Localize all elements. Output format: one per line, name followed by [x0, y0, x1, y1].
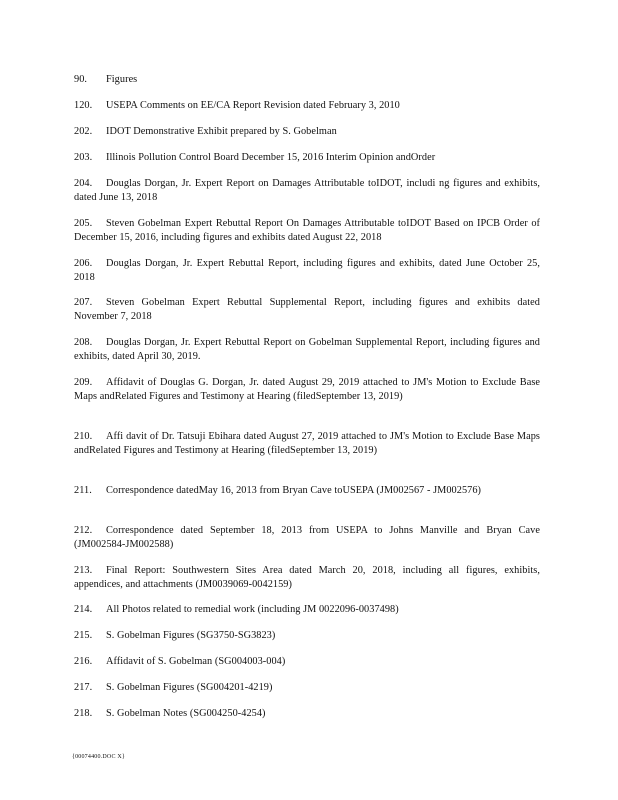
entry-number: 204. — [74, 178, 93, 189]
entry-text: Douglas Dorgan, Jr. Expert Rebuttal Report, including figures and exhibits, dated June October 25, 2018 — [74, 258, 540, 283]
exhibit-entry-205 — [74, 217, 540, 245]
entry-number: 215. — [74, 630, 93, 641]
entry-number: 202. — [74, 126, 93, 137]
entry-text: Douglas Dorgan, Jr. Expert Rebuttal Report on Gobelman Supplemental Report, including figures and exhibits, dated April 30, 2019. — [74, 337, 540, 362]
entry-number: 218. — [74, 708, 93, 719]
entry-number: 209. — [74, 377, 93, 388]
entry-text: IDOT Demonstrative Exhibit prepared by S. Gobelman — [106, 126, 337, 137]
entry-text: S. Gobelman Figures (SG3750-SG3823) — [106, 630, 276, 641]
exhibit-entry-218 — [74, 707, 540, 721]
entry-number: 90. — [74, 74, 88, 85]
exhibit-entry-209 — [74, 376, 540, 404]
entry-text: Affidavit of S. Gobelman (SG004003-004) — [106, 656, 286, 667]
entry-text: S. Gobelman Notes (SG004250-4254) — [106, 708, 266, 719]
exhibit-entry-216 — [74, 655, 540, 669]
exhibit-entry-214 — [74, 603, 540, 617]
entry-text: All Photos related to remedial work (including JM 0022096-0037498) — [106, 604, 399, 615]
entry-text: Correspondence datedMay 16, 2013 from Bryan Cave toUSEPA (JM002567 - JM002576) — [106, 485, 482, 496]
entry-number: 120. — [74, 100, 93, 111]
entry-number: 211. — [74, 485, 92, 496]
exhibit-entry-204 — [74, 177, 540, 205]
entry-text: Correspondence dated September 18, 2013 from USEPA to Johns Manville and Bryan Cave (JM002584-JM002588) — [74, 525, 540, 550]
exhibit-entry-212 — [74, 524, 540, 552]
entry-text: USEPA Comments on EE/CA Report Revision dated February 3, 2010 — [106, 100, 400, 111]
entry-number: 214. — [74, 604, 93, 615]
entry-number: 205. — [74, 218, 93, 229]
entry-number: 206. — [74, 258, 93, 269]
entry-number: 210. — [74, 431, 93, 442]
entry-text: Final Report: Southwestern Sites Area dated March 20, 2018, including all figures, exhibits, appendices, and attachments (JM0039069-0042159) — [74, 565, 540, 590]
entry-text: Affidavit of Douglas G. Dorgan, Jr. dated August 29, 2019 attached to JM's Motion to Exclude Base Maps andRelated Figures and Testimony at Hearing (filedSeptember 13, 2019) — [74, 377, 540, 402]
entry-text: Affi davit of Dr. Tatsuji Ebihara dated August 27, 2019 attached to JM's Motion to Exclude Base Maps andRelated Figures and Testimony at Hearing (filedSeptember 13, 2019) — [74, 431, 540, 456]
exhibit-entry-217 — [74, 681, 540, 695]
exhibit-entry-211 — [74, 484, 540, 498]
entry-number: 213. — [74, 565, 93, 576]
entry-number: 217. — [74, 682, 93, 693]
exhibit-entry-90 — [74, 73, 540, 87]
exhibit-entry-203 — [74, 151, 540, 165]
entry-text: Figures — [106, 74, 138, 85]
exhibit-entry-120 — [74, 99, 540, 113]
entry-text: Steven Gobelman Expert Rebuttal Report On Damages Attributable toIDOT Based on IPCB Order of December 15, 2016, including figures and exhibits dated August 22, 2018 — [74, 218, 540, 243]
entry-number: 212. — [74, 525, 93, 536]
entry-text: Douglas Dorgan, Jr. Expert Report on Damages Attributable toIDOT, includi ng figures and exhibits, dated June 13, 2018 — [74, 178, 540, 203]
exhibit-entry-206 — [74, 257, 540, 285]
exhibit-entry-215 — [74, 629, 540, 643]
exhibit-entry-213 — [74, 564, 540, 592]
entry-number: 207. — [74, 297, 93, 308]
document-footer-id: {00074400.DOC X} — [72, 754, 125, 760]
exhibit-entry-207 — [74, 296, 540, 324]
entry-number: 208. — [74, 337, 93, 348]
exhibit-entry-210 — [74, 430, 540, 458]
exhibit-entry-208 — [74, 336, 540, 364]
exhibit-entry-202 — [74, 125, 540, 139]
entry-text: Steven Gobelman Expert Rebuttal Supplemental Report, including figures and exhibits dated November 7, 2018 — [74, 297, 540, 322]
entry-number: 216. — [74, 656, 93, 667]
entry-text: Illinois Pollution Control Board December 15, 2016 Interim Opinion andOrder — [106, 152, 436, 163]
entry-text: S. Gobelman Figures (SG004201-4219) — [106, 682, 273, 693]
entry-number: 203. — [74, 152, 93, 163]
